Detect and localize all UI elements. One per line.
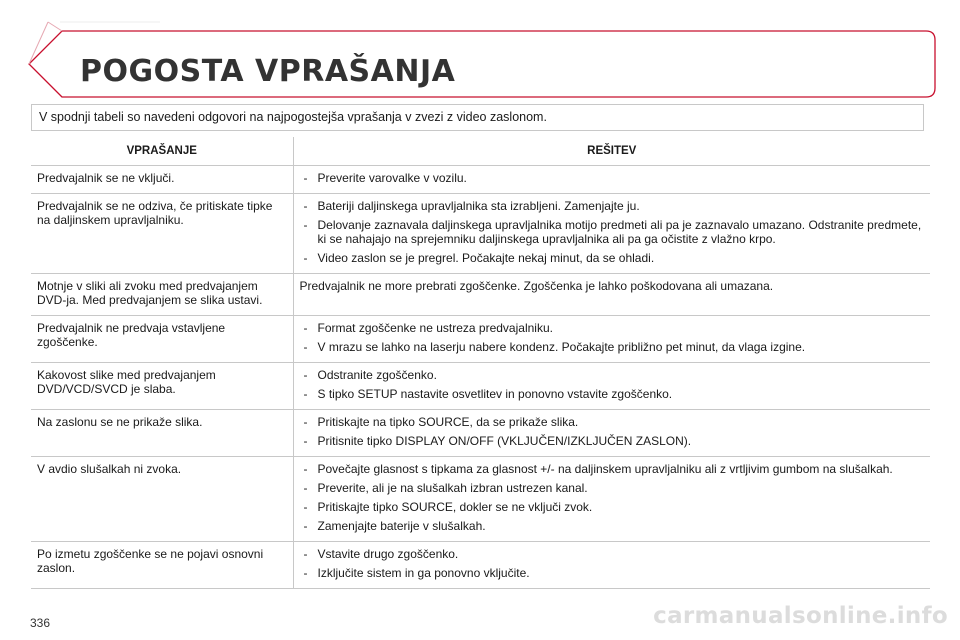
solution-item [300,462,925,476]
solution-text: Preverite varovalke v vozilu. [317,171,467,185]
question-cell: Po izmetu zgoščenke se ne pojavi osnovni zaslon. [31,542,293,589]
solution-item [300,368,925,382]
solution-text: Povečajte glasnost s tipkama za glasnost +/- na daljinskem upravljalniku ali z vrtljivim gumbom na slušalkah. [317,462,893,476]
bullet-dash: - [303,500,308,514]
question-cell: Predvajalnik se ne vključi. [31,166,293,194]
faq-row [31,542,930,589]
solution-text: Zamenjajte baterije v slušalkah. [317,519,486,533]
bullet-dash: - [303,462,308,476]
bullet-dash: - [303,434,308,448]
solution-item [300,321,925,335]
solution-item [300,519,925,533]
solution-text: Video zaslon se je pregrel. Počakajte nekaj minut, da se ohladi. [317,251,655,265]
bullet-dash: - [303,566,308,580]
page-number: 336 [30,616,51,630]
faq-row [31,166,930,194]
faq-row [31,410,930,457]
solution-list [300,321,925,354]
question-cell: V avdio slušalkah ni zvoka. [31,457,293,542]
solution-item [300,566,925,580]
intro-text: V spodnji tabeli so navedeni odgovori na najpogostejša vprašanja v zvezi z video zaslonom. [31,104,924,131]
question-cell: Kakovost slike med predvajanjem DVD/VCD/SVCD je slaba. [31,363,293,410]
solution-list [300,171,925,185]
bullet-dash: - [303,340,308,354]
question-cell: Motnje v sliki ali zvoku med predvajanjem DVD-ja. Med predvajanjem se slika ustavi. [31,274,293,316]
solution-cell [293,166,930,194]
solution-list [300,368,925,401]
solution-cell [293,542,930,589]
solution-column-header: REŠITEV [293,137,930,166]
faq-header-row [31,137,930,166]
solution-text: V mrazu se lahko na laserju nabere kondenz. Počakajte približno pet minut, da vlaga izgine. [317,340,806,354]
faq-table [31,137,930,589]
watermark: carmanualsonline.info [653,603,948,629]
bullet-dash: - [303,199,308,213]
solution-text: Delovanje zaznavala daljinskega upravljalnika motijo predmeti ali pa je zaznavalo umazano. Odstranite predmete, ki se nahajajo na sprejemniku daljinskega upravljalnika ali pa ga očistite z vlažno krpo. [317,218,922,246]
solution-text: Bateriji daljinskega upravljalnika sta izrabljeni. Zamenjajte ju. [317,199,640,213]
solution-text: Odstranite zgoščenko. [317,368,437,382]
bullet-dash: - [303,519,308,533]
bullet-dash: - [303,547,308,561]
solution-item [300,547,925,561]
bullet-dash: - [303,368,308,382]
solution-text: S tipko SETUP nastavite osvetlitev in ponovno vstavite zgoščenko. [317,387,673,401]
solution-item [300,415,925,429]
faq-row [31,457,930,542]
solution-item [300,171,925,185]
bullet-dash: - [303,251,308,265]
solution-item [300,481,925,495]
question-cell: Predvajalnik ne predvaja vstavljene zgoščenke. [31,316,293,363]
bullet-dash: - [303,321,308,335]
solution-cell [293,457,930,542]
solution-cell [293,274,930,316]
faq-row [31,274,930,316]
solution-cell [293,316,930,363]
solution-item [300,434,925,448]
solution-item [300,387,925,401]
solution-list [300,547,925,580]
faq-row [31,316,930,363]
solution-text: Izključite sistem in ga ponovno vključite. [317,566,530,580]
solution-list [300,462,925,533]
solution-text: Vstavite drugo zgoščenko. [317,547,459,561]
question-column-header: VPRAŠANJE [31,137,293,166]
bullet-dash: - [303,218,308,232]
solution-item [300,199,925,213]
faq-row [31,194,930,274]
solution-list [300,415,925,448]
solution-item [300,218,925,246]
solution-text: Preverite, ali je na slušalkah izbran ustrezen kanal. [317,481,588,495]
solution-text: Pritisnite tipko DISPLAY ON/OFF (VKLJUČEN/IZKLJUČEN ZASLON). [317,434,692,448]
solution-item [300,500,925,514]
solution-item [300,251,925,265]
question-cell: Na zaslonu se ne prikaže slika. [31,410,293,457]
faq-row [31,363,930,410]
solution-text: Format zgoščenke ne ustreza predvajalniku. [317,321,553,335]
bullet-dash: - [303,387,308,401]
solution-text: Pritiskajte tipko SOURCE, dokler se ne vključi zvok. [317,500,593,514]
solution-text: Pritiskajte na tipko SOURCE, da se prikaže slika. [317,415,579,429]
solution-item [300,340,925,354]
bullet-dash: - [303,415,308,429]
solution-cell [293,410,930,457]
solution-cell [293,194,930,274]
solution-text: Predvajalnik ne more prebrati zgoščenke. Zgoščenka je lahko poškodovana ali umazana. [299,279,774,293]
question-cell: Predvajalnik se ne odziva, če pritiskate tipke na daljinskem upravljalniku. [31,194,293,274]
solution-list [300,199,925,265]
bullet-dash: - [303,171,308,185]
bullet-dash: - [303,481,308,495]
solution-cell [293,363,930,410]
page-title: POGOSTA VPRAŠANJA [80,54,456,89]
